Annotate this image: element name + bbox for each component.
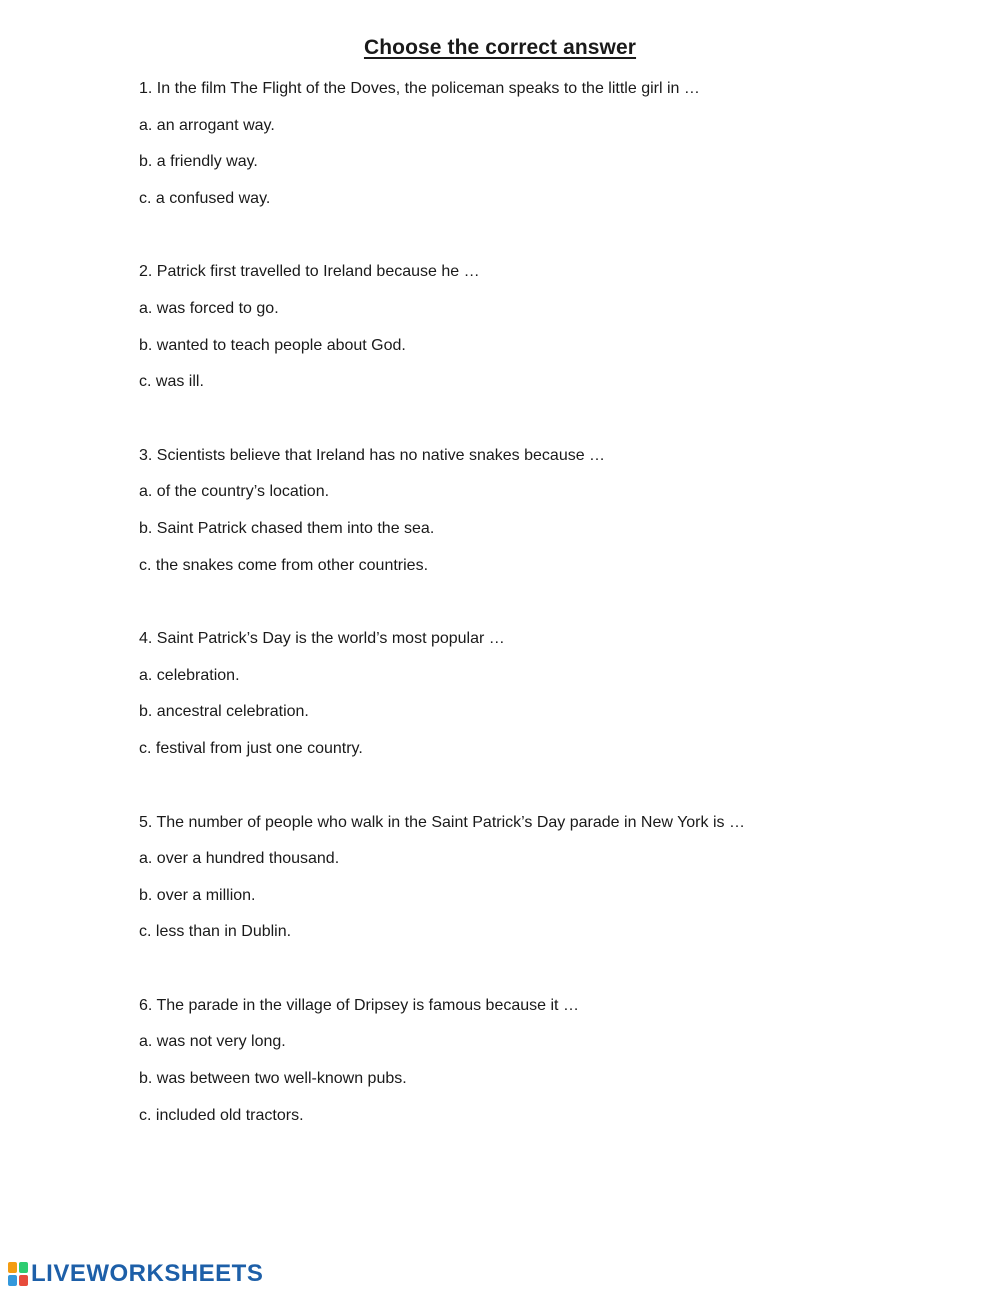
logo-tile-1 — [8, 1262, 17, 1273]
answer-option-c[interactable]: c. was ill. — [139, 373, 204, 391]
answer-option-b[interactable]: b. over a million. — [139, 886, 256, 904]
answer-option-c[interactable]: c. included old tractors. — [139, 1106, 304, 1124]
answer-option-c[interactable]: c. a confused way. — [139, 189, 271, 207]
logo-tile-3 — [8, 1275, 17, 1286]
answer-option-c[interactable]: c. less than in Dublin. — [139, 923, 292, 941]
answer-option-c[interactable]: c. festival from just one country. — [139, 739, 363, 757]
page-title: Choose the correct answer — [363, 36, 637, 59]
question-1 — [139, 79, 939, 225]
question-6 — [139, 996, 939, 1142]
answer-option-c[interactable]: c. the snakes come from other countries. — [139, 556, 429, 574]
question-prompt: 2. Patrick first travelled to Ireland because he … — [139, 263, 480, 281]
answer-option-b[interactable]: b. a friendly way. — [139, 153, 258, 171]
answer-option-a[interactable]: a. celebration. — [139, 666, 240, 684]
answer-option-a[interactable]: a. an arrogant way. — [139, 116, 275, 134]
logo-tile-4 — [19, 1275, 28, 1286]
answer-option-a[interactable]: a. was forced to go. — [139, 299, 279, 317]
liveworksheets-logo[interactable] — [8, 1259, 263, 1289]
question-3 — [139, 446, 939, 592]
answer-option-b[interactable]: b. Saint Patrick chased them into the sea. — [139, 519, 435, 537]
question-prompt: 1. In the film The Flight of the Doves, the policeman speaks to the little girl in … — [139, 80, 700, 97]
question-prompt: 4. Saint Patrick’s Day is the world’s most popular … — [139, 630, 505, 648]
question-2 — [139, 262, 939, 408]
question-4 — [139, 629, 939, 775]
answer-option-a[interactable]: a. was not very long. — [139, 1033, 286, 1051]
logo-text: LIVEWORKSHEETS — [31, 1260, 264, 1287]
answer-option-b[interactable]: b. wanted to teach people about God. — [139, 336, 406, 354]
answer-option-b[interactable]: b. was between two well-known pubs. — [139, 1070, 407, 1088]
question-prompt: 5. The number of people who walk in the Saint Patrick’s Day parade in New York is … — [139, 813, 745, 831]
answer-option-a[interactable]: a. over a hundred thousand. — [139, 850, 340, 868]
logo-mark-icon — [8, 1262, 28, 1286]
question-5 — [139, 813, 939, 959]
answer-option-b[interactable]: b. ancestral celebration. — [139, 703, 309, 721]
question-prompt: 3. Scientists believe that Ireland has no native snakes because … — [139, 446, 606, 464]
answer-option-a[interactable]: a. of the country’s location. — [139, 483, 330, 501]
question-prompt: 6. The parade in the village of Dripsey is famous because it … — [139, 996, 579, 1014]
question-list — [139, 79, 939, 1179]
logo-tile-2 — [19, 1262, 28, 1273]
